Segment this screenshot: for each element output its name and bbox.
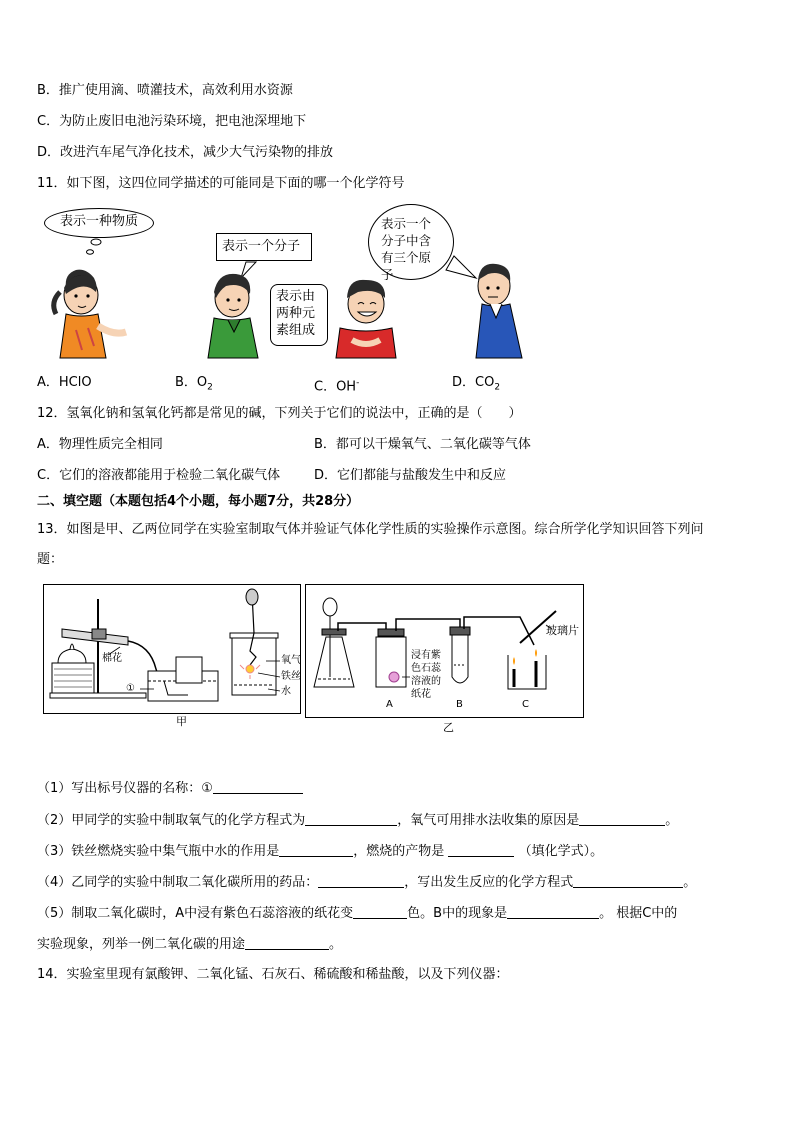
figure-jia-drawing [44,585,300,713]
q13-part-2-text-b: ，氧气可用排水法收集的原因是 [397,813,580,828]
figure-jia [43,584,301,714]
q13-part-4-text-b: ，写出发生反应的化学方程式 [404,875,574,890]
q13-part-5 [37,904,677,923]
q11-illustration [36,200,536,362]
q13-part-2-text-a: （2）甲同学的实验中制取氧气的化学方程式为 [37,813,306,828]
label-glass-plate: 玻璃片 [546,624,579,637]
thought-bubble-girl: 表示一种物质 [44,208,154,238]
label-a: A [386,699,393,710]
q13-stem-line1: 13．如图是甲、乙两位同学在实验室制取气体并验证气体化学性质的实验操作示意图。综合所学化学知识回答下列问 [37,522,704,537]
q12-option-d: D．它们都能与盐酸发生中和反应 [314,468,507,483]
answer-blank-2a[interactable] [305,811,397,826]
answer-blank-5c[interactable] [245,935,329,950]
q11-option-c [314,374,359,396]
q11-option-d [452,374,500,397]
q13-part-5-text-b: 色。B中的现象是 [407,906,508,921]
speech-bubble-blue: 表示一个分子中含有三个原子 [368,204,454,280]
section-2-title: 二、填空题（本题包括4个小题，每小题7分，共28分） [37,494,360,509]
q13-part-4 [37,873,696,892]
q13-part-1-text: （1）写出标号仪器的名称：① [37,781,213,796]
q13-part-3 [37,842,603,861]
q11-option-c-text: C．OH [314,379,357,395]
q13-part-5-text-e: 。 [329,937,343,952]
answer-blank-1[interactable] [213,779,303,794]
q12-stem: 12．氢氧化钠和氢氧化钙都是常见的碱，下列关于它们的说法中，正确的是（ ） [37,406,522,421]
q13-part-2 [37,811,678,830]
q11-option-c-superscript: - [356,378,360,388]
answer-blank-5a[interactable] [353,904,407,919]
q10-option-d: D．改进汽车尾气净化技术，减少大气污染物的排放 [37,145,334,160]
label-litmus-paper: 浸有紫色石蕊溶液的纸花 [411,650,441,700]
q13-part-3-text-a: （3）铁丝燃烧实验中集气瓶中水的作用是 [37,844,280,859]
q13-stem-line2: 题： [37,552,64,567]
student-boy-red [336,280,396,358]
answer-blank-5b[interactable] [507,904,599,919]
label-water: 水 [281,686,291,697]
figure-yi-caption: 乙 [443,721,454,734]
q12-option-b: B．都可以干燥氧气、二氧化碳等气体 [314,437,531,452]
q13-part-3-text-c: （填化学式）。 [518,844,604,859]
figure-yi [305,584,584,718]
answer-blank-2b[interactable] [579,811,665,826]
label-c: C [522,699,529,710]
figure-jia-caption: 甲 [176,715,187,728]
speech-bubble-red: 表示由两种元素组成 [270,284,328,346]
q13-part-4-text-a: （4）乙同学的实验中制取二氧化碳所用的药品： [37,875,319,890]
q13-part-5-text-a: （5）制取二氧化碳时，A中浸有紫色石蕊溶液的纸花变 [37,906,354,921]
q11-option-b-subscript: 2 [207,382,213,393]
q13-part-2-text-c: 。 [665,813,679,828]
answer-blank-4b[interactable] [573,873,683,888]
answer-blank-4a[interactable] [318,873,404,888]
q11-option-a [37,374,92,392]
q13-part-3-text-b: ，燃烧的产物是 [353,844,445,859]
q13-part-5-text-d: 实验现象，列举一例二氧化碳的用途 [37,937,246,952]
q11-option-b [175,374,213,397]
label-cotton: 棉花 [102,653,122,664]
label-marker-1: ① [126,683,135,694]
q12-option-a: A．物理性质完全相同 [37,437,163,452]
q11-option-b-text: B．O [175,375,208,390]
label-iron-wire: 铁丝 [281,671,301,682]
student-boy-blue [476,264,522,358]
student-girl [54,270,126,358]
q10-option-b: B．推广使用滴、喷灌技术，高效利用水资源 [37,83,293,98]
q11-option-d-subscript: 2 [494,382,501,393]
q11-option-d-text: D．CO [452,375,495,390]
q13-part-5-text-c: 。 根据C中的 [599,906,678,921]
student-boy-green [208,274,258,358]
label-b: B [456,699,463,710]
q11-stem: 11．如下图，这四位同学描述的可能同是下面的哪一个化学符号 [37,176,405,191]
answer-blank-3a[interactable] [279,842,353,857]
q11-option-a-text: A．HClO [37,375,92,390]
q14-stem: 14．实验室里现有氯酸钾、二氧化锰、石灰石、稀硫酸和稀盐酸，以及下列仪器： [37,967,509,982]
q13-part-4-text-c: 。 [683,875,697,890]
q13-part-5-cont [37,935,342,954]
q13-part-1 [37,779,303,798]
speech-bubble-green: 表示一个分子 [216,233,312,261]
q12-option-c: C．它们的溶液都能用于检验二氧化碳气体 [37,468,281,483]
q10-option-c: C．为防止废旧电池污染环境，把电池深埋地下 [37,114,307,129]
label-oxygen: 氧气 [281,655,301,666]
answer-blank-3b[interactable] [448,842,514,857]
